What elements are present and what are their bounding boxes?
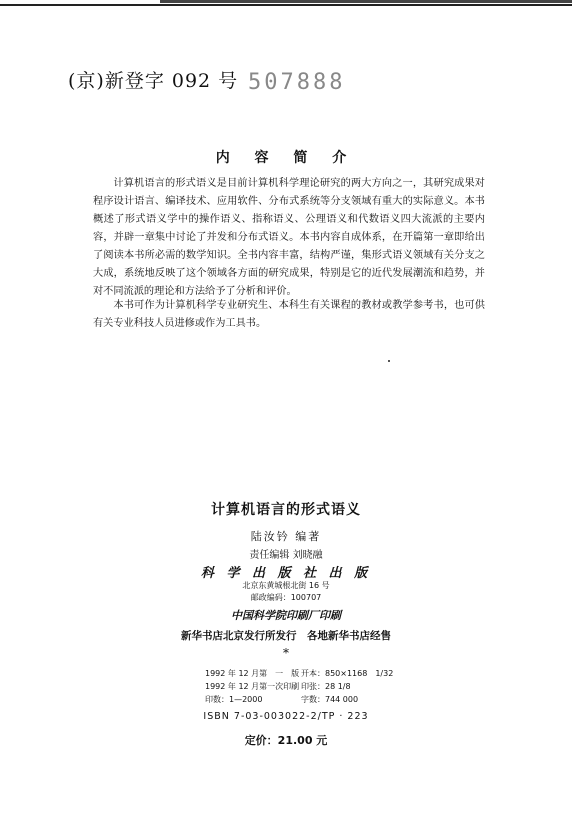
stamp-number: 507888	[248, 70, 346, 95]
author-line: 陆汝钤 编著	[250, 530, 322, 543]
publisher-address: 北京东黄城根北街 16 号	[242, 581, 330, 590]
edition-info: 1992 年 12 月第 一 版	[205, 669, 300, 678]
price: 定价：21.00 元	[244, 734, 328, 747]
format-info: 开本：850×1168 1/32	[301, 669, 394, 678]
book-title: 计算机语言的形式语义	[211, 502, 361, 518]
separator-star: *	[283, 646, 289, 660]
postcode: 邮政编码：100707	[250, 593, 322, 602]
editor-line: 责任编辑 刘晓融	[249, 550, 323, 561]
publisher-line: 科 学 出 版 社 出 版	[200, 566, 372, 581]
isbn: ISBN 7-03-003022-2/TP · 223	[203, 711, 369, 722]
summary-heading: 内 容 简 介	[215, 150, 357, 166]
summary-paragraph-2: 本书可作为计算机科学专业研究生、本科生有关课程的教材或教学参考书，也可供有关专业科技人员进修或作为工具书。	[93, 300, 485, 329]
distributor-line: 新华书店北京发行所发行 各地新华书店经售	[181, 630, 391, 642]
summary-paragraph-1: 计算机语言的形式语义是目前计算机科学理论研究的两大方向之一，其研究成果对程序设计语言、编译技术、应用软件、分布式系统等分支领域有重大的实际意义。本书概述了形式语义学中的操作语义、指称语义、公理语义和代数语义四大流派的主要内容，并辟一章集中讨论了并发和分布式语义。本书内容自成体系，在开篇第一章即给出了阅读本书所必需的数学知识。全书内容丰富，结构严谨，集形式语义领域有关分支之大成，系统地反映了这个领域各方面的研究成果，特别是它的近代发展潮流和趋势，并对不同流派的理论和方法给予了分析和评价。	[93, 178, 485, 297]
scan-edge-top	[160, 0, 572, 3]
sheets-info: 印张：28 1/8	[301, 682, 351, 691]
print-run: 印数：1—2000	[205, 695, 263, 704]
printing-info: 1992 年 12 月第一次印刷	[205, 682, 300, 691]
word-count: 字数：744 000	[301, 695, 359, 704]
registration-number: (京)新登字 092 号	[68, 70, 239, 92]
scan-speck	[388, 360, 390, 362]
scan-edge-line	[0, 4, 572, 6]
printer-line: 中国科学院印刷厂印刷	[231, 609, 341, 622]
